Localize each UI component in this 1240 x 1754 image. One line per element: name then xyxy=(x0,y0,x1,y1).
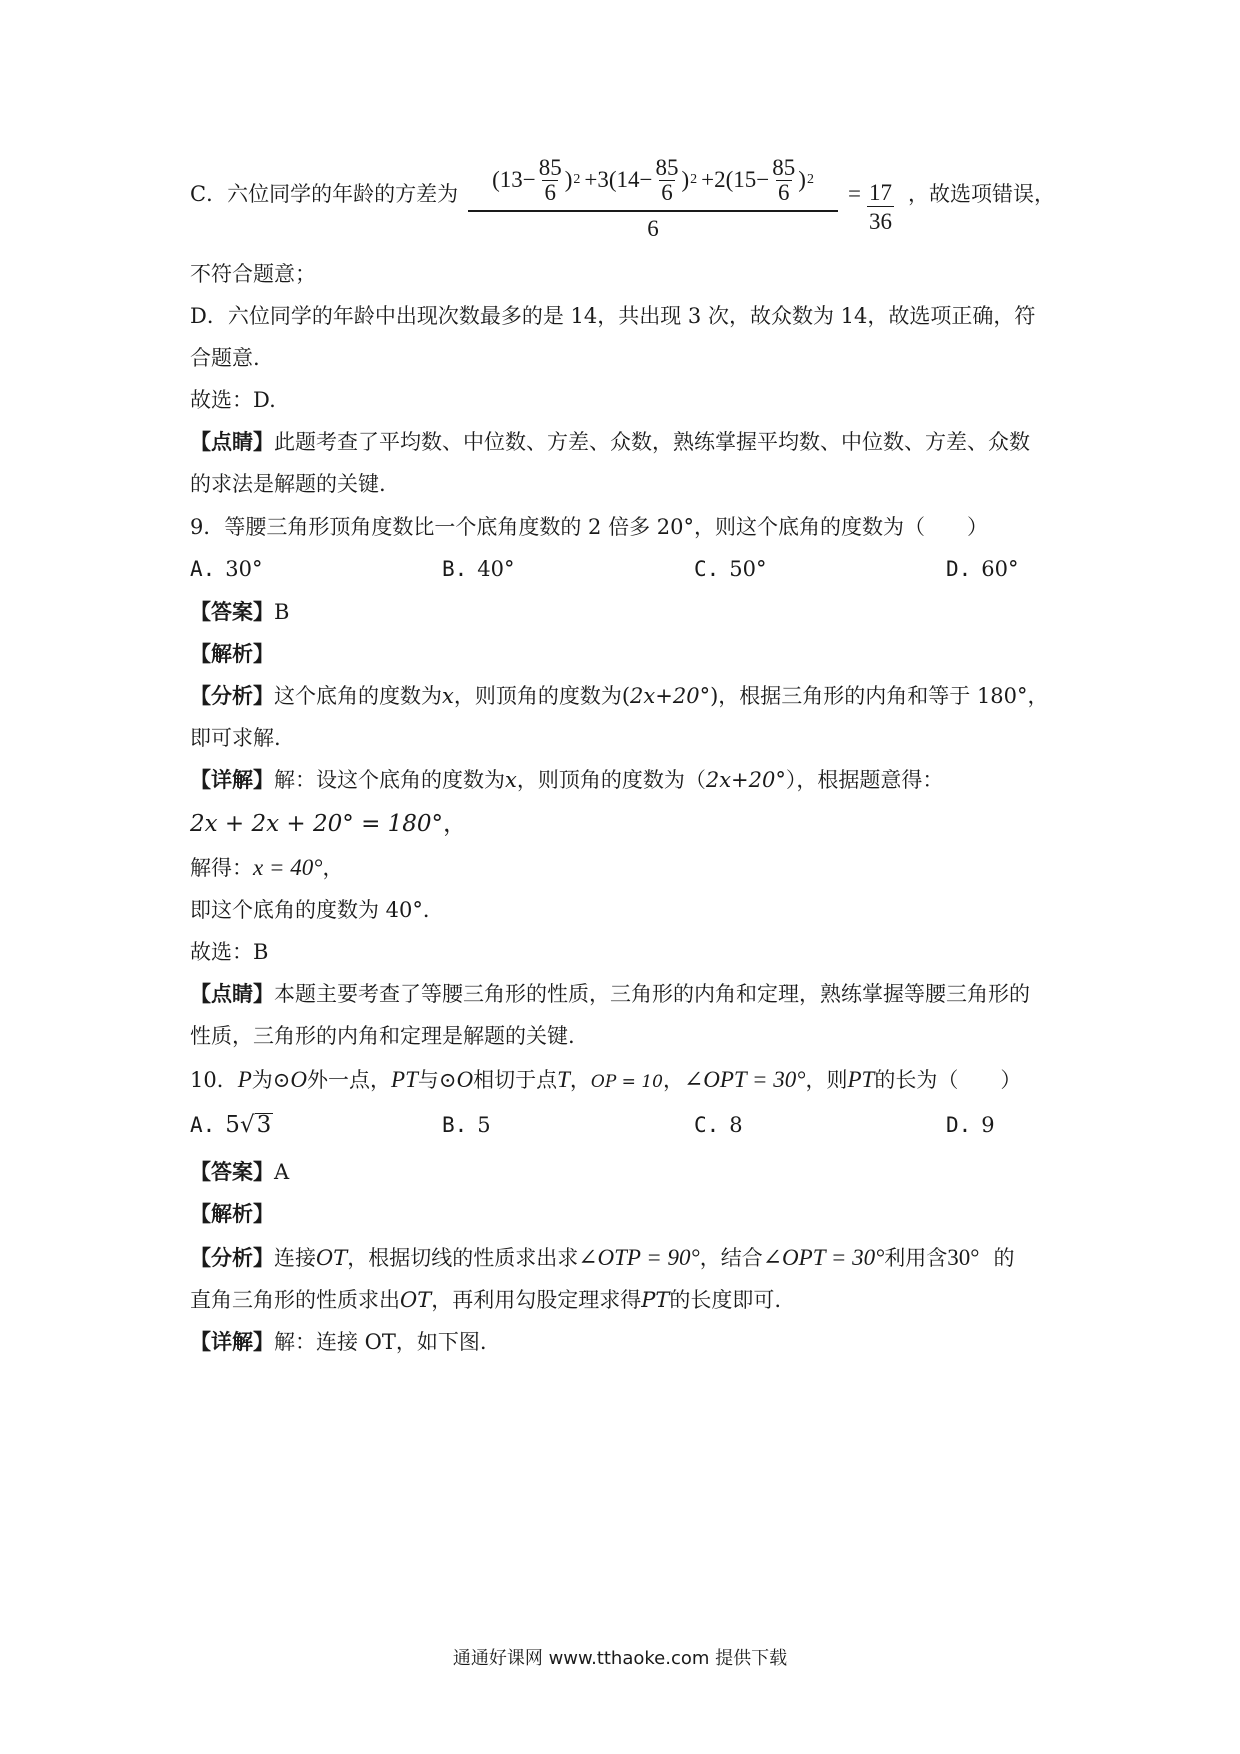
dianjing1-text: 此题考查了平均数、中位数、方差、众数，熟练掌握平均数、中位数、方差、众数 xyxy=(274,430,1030,454)
q9-dianjing-line2: 性质，三角形的内角和定理是解题的关键. xyxy=(190,1024,575,1048)
q9-fenxi-c: )，根据三角形的内角和等于 180°， xyxy=(710,684,1049,708)
q10-xiangjie-text: 解：连接 OT，如下图. xyxy=(274,1330,487,1354)
q9-dianjing-tag: 【点睛】 xyxy=(190,981,274,1006)
q10-angle: ∠OPT = 30° xyxy=(683,1067,806,1092)
q10-pt2: PT xyxy=(847,1067,875,1092)
q9-option-b-value: 40° xyxy=(477,557,515,581)
q10-fenxi-ot2: OT xyxy=(400,1288,432,1312)
q10-xiangjie xyxy=(190,1328,487,1356)
result-num: 17 xyxy=(869,180,892,205)
q9-dianjing-line1 xyxy=(190,980,1030,1008)
q10-op: OP = 10 xyxy=(590,1072,663,1092)
q9-solve-label: 解得： xyxy=(190,856,253,880)
q10-option-c-letter: C. xyxy=(694,1113,720,1137)
q10-o2: O xyxy=(456,1067,474,1092)
q9-eq2: x = 40° xyxy=(253,855,323,880)
q10-option-a-value xyxy=(225,1112,273,1138)
term1-sq: 2 xyxy=(573,172,581,187)
q9-xiangjie-expr: 2x+20° xyxy=(705,768,786,792)
q10-s7: ，则 xyxy=(805,1068,848,1092)
q10-fenxi-line2a: 直角三角形的性质求出 xyxy=(190,1288,400,1312)
q9-fenxi-expr: 2x+20° xyxy=(630,684,711,708)
q9-option-d-value: 60° xyxy=(981,557,1019,581)
q10-s3: 与⊙ xyxy=(417,1068,457,1092)
q10-fenxi-tag: 【分析】 xyxy=(190,1245,274,1270)
q10-pt: PT xyxy=(391,1067,418,1092)
term3-open: +2(15− xyxy=(701,167,770,192)
option-c-label xyxy=(190,180,458,208)
q10-fenxi-line2 xyxy=(190,1286,781,1314)
q9-option-c-letter: C. xyxy=(694,557,720,581)
q10-option-a xyxy=(190,1111,273,1139)
term3-den: 6 xyxy=(778,179,790,205)
q10-option-a-radicand: 3 xyxy=(256,1112,272,1138)
q10-fenxi-line2b: ，再利用勾股定理求得 xyxy=(431,1288,642,1312)
q10-option-d-value: 9 xyxy=(981,1113,995,1137)
option-c-text: C．六位同学的年龄的方差为 xyxy=(190,182,459,206)
q10-option-b-letter: B. xyxy=(442,1113,468,1137)
footer-watermark: 通通好课网 www.tthaoke.com 提供下载 xyxy=(452,1648,788,1669)
choose-d: 故选：D. xyxy=(190,388,276,412)
q10-t: T xyxy=(557,1067,570,1092)
q10-option-c-value: 8 xyxy=(729,1113,743,1137)
q10-fenxi-line1 xyxy=(190,1244,1015,1272)
result-fraction xyxy=(866,180,895,237)
term1-close: ) xyxy=(564,167,573,192)
q10-fenxi-c: ，结合 xyxy=(699,1246,763,1270)
term1-den: 6 xyxy=(544,179,556,205)
term2-open: +3(14− xyxy=(584,167,653,192)
q9-option-a xyxy=(190,555,263,583)
q10-fenxi-d: 利用含 xyxy=(884,1246,948,1270)
q10-option-a-coef: 5 xyxy=(225,1112,240,1138)
variance-numerator xyxy=(492,150,814,210)
q9-option-c-value: 50° xyxy=(729,557,767,581)
q10-option-b xyxy=(442,1111,491,1139)
option-c-line2: 不符合题意； xyxy=(190,262,316,286)
q10-fenxi-angle2: ∠OPT = 30° xyxy=(762,1245,885,1270)
q9-option-d xyxy=(946,555,1019,583)
q9-xiangjie-line1 xyxy=(190,766,943,794)
q9-fenxi-tag: 【分析】 xyxy=(190,683,274,708)
q10-s6: ， xyxy=(662,1068,684,1092)
q9-eq1-tail: ， xyxy=(443,811,467,836)
term2-close: ) xyxy=(681,167,690,192)
q9-fenxi-line2: 即可求解. xyxy=(190,726,281,750)
variance-fraction xyxy=(468,150,838,246)
q10-answer-tag: 【答案】 xyxy=(190,1159,274,1184)
q9-xiangjie-tag: 【详解】 xyxy=(190,767,274,792)
q9-fenxi-x: x xyxy=(442,684,454,708)
sqrt-radical-icon: √ xyxy=(239,1112,255,1138)
q9-conclusion: 即这个底角的度数为 40°． xyxy=(190,898,444,922)
q9-fenxi-a: 这个底角的度数为 xyxy=(274,684,442,708)
term3-num: 85 xyxy=(772,154,796,180)
q9-dianjing-text: 本题主要考查了等腰三角形的性质，三角形的内角和定理，熟练掌握等腰三角形的 xyxy=(274,982,1030,1006)
q10-fenxi-angle1: ∠OTP = 90° xyxy=(578,1245,700,1270)
dianjing1-line2: 的求法是解题的关键. xyxy=(190,472,386,496)
option-d-line2: 合题意. xyxy=(190,346,260,370)
q10-fenxi-pt: PT xyxy=(641,1288,670,1312)
q9-eq2-tail: ， xyxy=(322,856,344,880)
q9-fenxi-line1 xyxy=(190,682,1049,710)
term3-sq: 2 xyxy=(806,172,814,187)
q9-xiangjie-c: ），根据题意得： xyxy=(785,768,944,792)
q10-answer xyxy=(190,1158,289,1186)
q9-option-b-letter: B. xyxy=(442,557,468,581)
q9-option-a-letter: A. xyxy=(190,557,216,581)
dianjing1-tag: 【点睛】 xyxy=(190,429,274,454)
q10-fenxi-30: 30° xyxy=(947,1245,980,1270)
equals-sign: = xyxy=(848,181,861,206)
q10-fenxi-e: 的 xyxy=(993,1246,1015,1270)
q10-option-a-letter: A. xyxy=(190,1113,216,1137)
q10-stem xyxy=(190,1066,1021,1096)
q10-s8: 的长为（ ） xyxy=(874,1068,1022,1092)
term3-close: ) xyxy=(798,167,806,192)
q10-option-d-letter: D. xyxy=(946,1113,972,1137)
q10-fenxi-line2c: 的长度即可. xyxy=(669,1288,782,1312)
q10-answer-value: A xyxy=(274,1160,290,1184)
q10-s4: 相切于点 xyxy=(473,1068,558,1092)
term2-num: 85 xyxy=(655,154,679,180)
q9-option-a-value: 30° xyxy=(225,557,263,581)
q10-fenxi-ot: OT xyxy=(316,1246,348,1270)
q9-jiexi: 【解析】 xyxy=(190,641,274,666)
q10-fenxi-a: 连接 xyxy=(274,1246,316,1270)
dianjing1-line1 xyxy=(190,428,1030,456)
q9-answer-tag: 【答案】 xyxy=(190,599,274,624)
option-c-tail: ，故选项错误， xyxy=(908,182,1055,206)
option-d-line1: D．六位同学的年龄中出现次数最多的是 14，共出现 3 次，故众数为 14，故选项正确，符 xyxy=(190,304,1036,328)
q9-equation1 xyxy=(190,810,466,838)
q10-o: O xyxy=(290,1067,308,1092)
q9-choose: 故选：B xyxy=(190,940,269,964)
q10-num: 10． xyxy=(190,1068,238,1092)
q10-jiexi: 【解析】 xyxy=(190,1201,274,1226)
q9-eq1: 2x + 2x + 20° = 180° xyxy=(190,811,444,837)
q9-fenxi-b: ，则顶角的度数为( xyxy=(453,684,631,708)
q9-option-c xyxy=(694,555,767,583)
term2-sq: 2 xyxy=(690,172,698,187)
q9-stem: 9．等腰三角形顶角度数比一个底角度数的 2 倍多 20°，则这个底角的度数为（ ） xyxy=(190,515,988,539)
q10-s5: ， xyxy=(569,1068,591,1092)
term2-den: 6 xyxy=(661,179,673,205)
q9-option-b xyxy=(442,555,515,583)
q10-s2: 外一点， xyxy=(307,1068,392,1092)
q9-answer-value: B xyxy=(274,600,290,624)
q9-equation2 xyxy=(190,854,343,882)
result-den: 36 xyxy=(867,206,894,237)
q9-xiangjie-x: x xyxy=(505,768,517,792)
q10-s1: 为⊙ xyxy=(251,1068,291,1092)
term1-num: 85 xyxy=(538,154,562,180)
q10-p: P xyxy=(237,1067,252,1092)
q9-option-d-letter: D. xyxy=(946,557,972,581)
q9-xiangjie-b: ，则顶角的度数为（ xyxy=(516,768,706,792)
q10-fenxi-b: ，根据切线的性质求出求 xyxy=(347,1246,579,1270)
variance-denominator: 6 xyxy=(468,210,838,246)
q10-option-b-value: 5 xyxy=(477,1113,491,1137)
q10-option-d xyxy=(946,1111,995,1139)
q9-xiangjie-a: 解：设这个底角的度数为 xyxy=(274,768,505,792)
q10-option-c xyxy=(694,1111,743,1139)
q9-answer xyxy=(190,598,289,626)
term1-open: (13− xyxy=(492,167,536,192)
q10-xiangjie-tag: 【详解】 xyxy=(190,1329,274,1354)
